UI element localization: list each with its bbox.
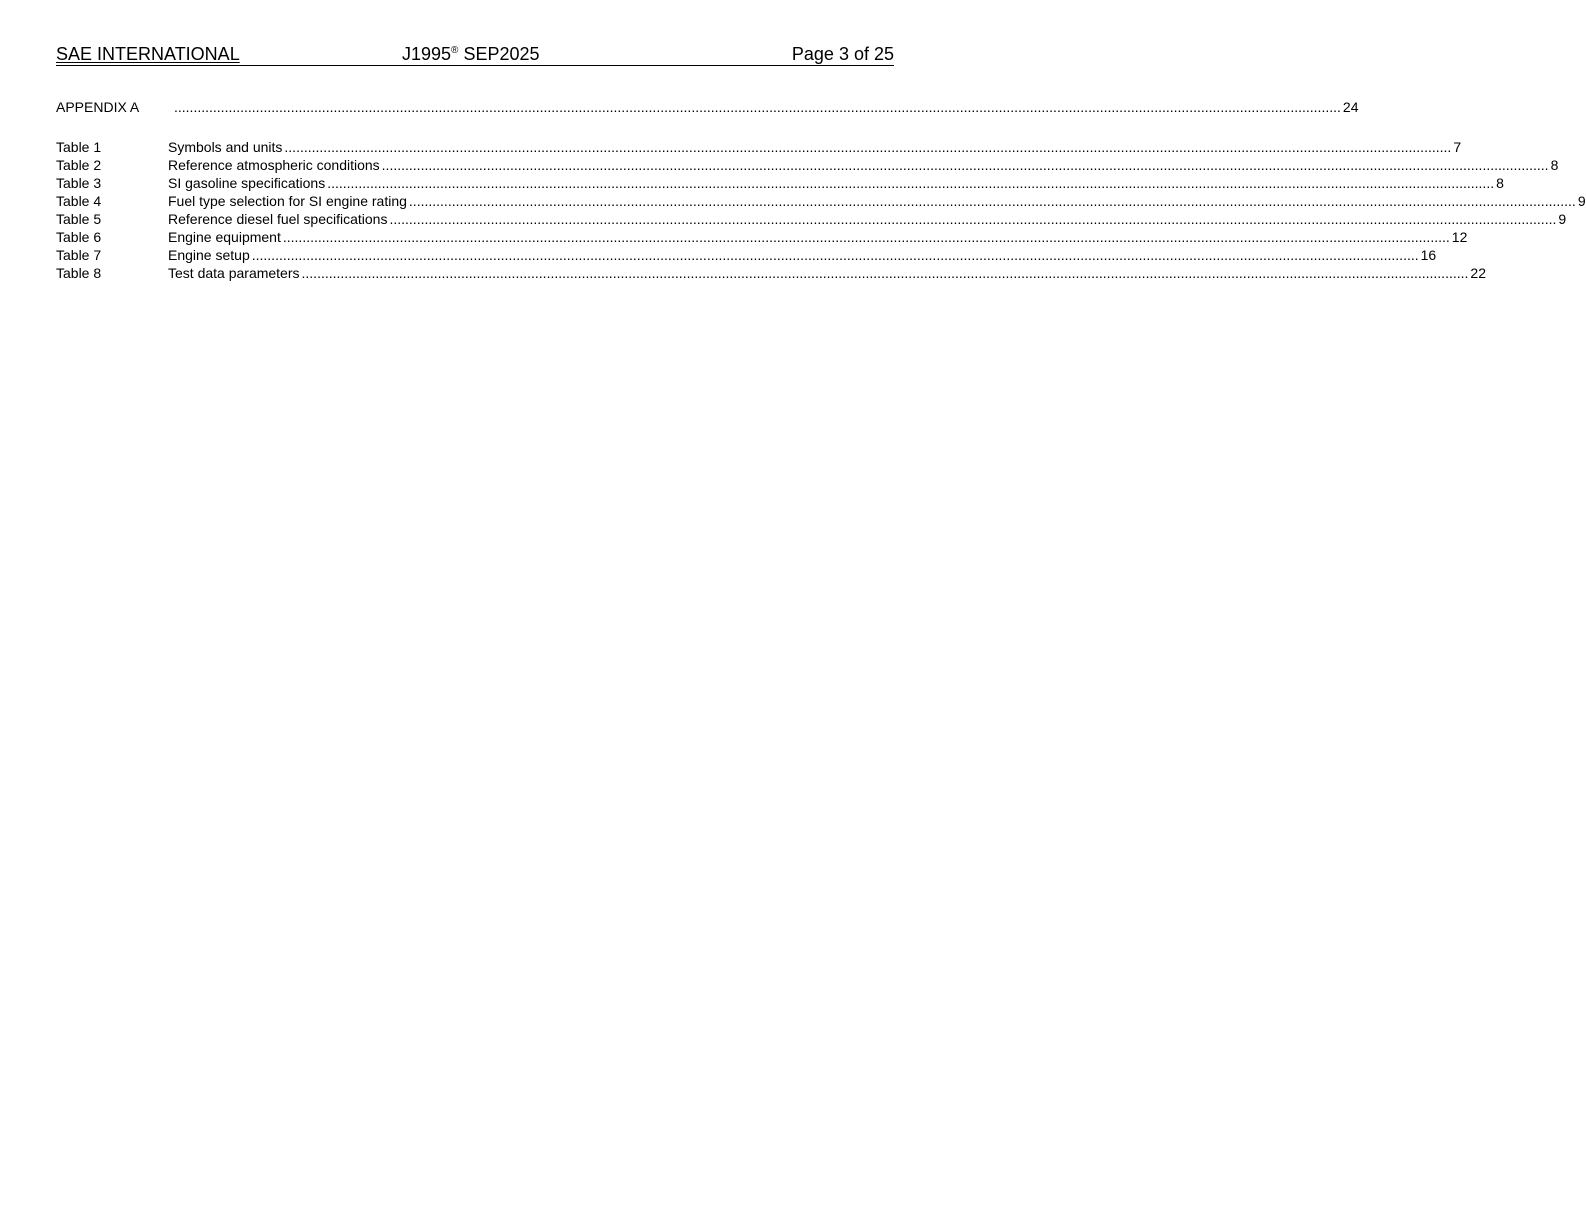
dot-leader: ............................................................................................................................................................................................................................................................................................................ [282, 229, 1450, 245]
toc-entry-title: Symbols and units [168, 139, 283, 155]
toc-entry-label: Table 7 [56, 247, 102, 263]
toc-entry-page: 9 [1577, 193, 1586, 209]
toc-entry-page: 22 [1470, 265, 1486, 281]
toc-entry-page: 7 [1453, 139, 1462, 155]
toc-entry-label: Table 2 [56, 157, 102, 173]
toc-entry-label: Table 4 [56, 193, 102, 209]
toc-entry-table-8[interactable] [56, 264, 1486, 282]
dot-leader: ............................................................................................................................................................................................................................................................................................................ [251, 247, 1419, 263]
toc-entry-table-2[interactable] [56, 156, 1559, 174]
dot-leader: ............................................................................................................................................................................................................................................................................................................ [284, 139, 1452, 155]
document-id [402, 43, 540, 65]
toc-entry-table-5[interactable] [56, 210, 1567, 228]
toc-entry-label: Table 6 [56, 229, 102, 245]
toc-entry-label: Table 5 [56, 211, 102, 227]
toc-entry-label: Table 1 [56, 139, 102, 155]
organization-name: SAE INTERNATIONAL [56, 44, 240, 64]
toc-entry-table-7[interactable] [56, 246, 1437, 264]
toc-entry-label: Table 8 [56, 265, 102, 281]
dot-leader: ............................................................................................................................................................................................................................................................................................................ [389, 211, 1557, 227]
toc-entry-label: Table 3 [56, 175, 102, 191]
toc-entry-page: 16 [1420, 247, 1437, 263]
toc-entry-page: 8 [1496, 175, 1504, 191]
dot-leader: ............................................................................................................................................................................................................................................................................................................ [327, 175, 1495, 191]
toc-entry-page: 24 [1342, 99, 1359, 115]
toc-entry-title: Engine equipment [168, 229, 281, 245]
dot-leader: ............................................................................................................................................................................................................................................................................................................ [301, 265, 1469, 281]
toc-entry-title: Engine setup [168, 247, 250, 263]
toc-entry-title: SI gasoline specifications [168, 175, 326, 191]
toc-entry-title: Test data parameters [168, 265, 300, 281]
toc-entry-page: 8 [1550, 157, 1559, 173]
page-header [56, 43, 894, 66]
toc-entry-title: Fuel type selection for SI engine rating [168, 193, 407, 209]
appendix-list [56, 98, 1359, 116]
document-number: J1995 [402, 44, 452, 64]
document-date: SEP2025 [463, 44, 540, 64]
toc-entry-title: Reference diesel fuel specifications [168, 211, 388, 227]
toc-entry-table-4[interactable] [56, 192, 1586, 210]
toc-entry-page: 12 [1451, 229, 1468, 245]
list-of-tables [56, 138, 1586, 282]
dot-leader: ............................................................................................................................................................................................................................................................................................................ [408, 193, 1576, 209]
page-number: Page 3 of 25 [791, 44, 894, 64]
toc-entry-table-3[interactable] [56, 174, 1504, 192]
toc-entry-table-6[interactable] [56, 228, 1468, 246]
registered-mark: ® [451, 45, 459, 56]
dot-leader: ............................................................................................................................................................................................................................................................................................................ [381, 157, 1549, 173]
toc-entry-table-1[interactable] [56, 138, 1462, 156]
dot-leader: ............................................................................................................................................................................................................................................................................................................ [174, 99, 1341, 115]
toc-entry-page: 9 [1558, 211, 1567, 227]
toc-entry-label: APPENDIX A [56, 99, 140, 115]
toc-entry-title: Reference atmospheric conditions [168, 157, 380, 173]
toc-entry-appendix-a[interactable] [56, 98, 1359, 116]
